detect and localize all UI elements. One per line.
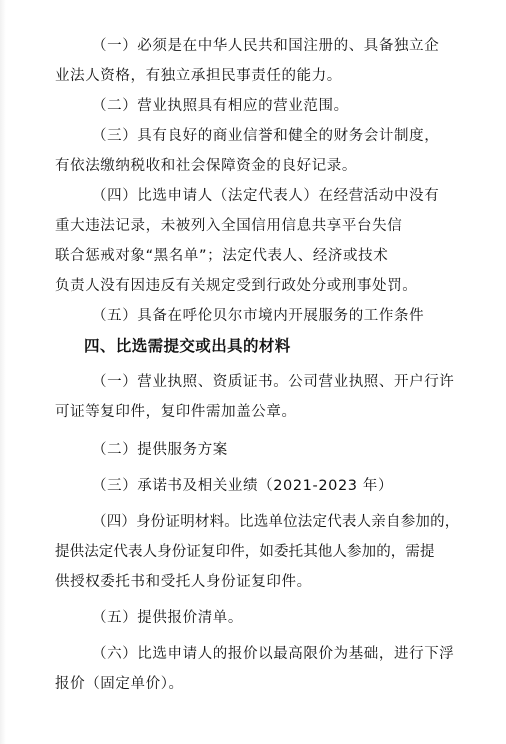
condition-3-line-2: 有依法缴纳税收和社会保障资金的良好记录。 [55, 158, 357, 174]
material-2-line-1: （二）提供服务方案 [92, 442, 228, 458]
condition-4-line-4: 负责人没有因违反有关规定受到行政处分或刑事处罚。 [55, 278, 418, 294]
section-heading: 四、比选需提交或出具的材料 [84, 337, 291, 355]
material-5-line-1: （五）提供报价清单。 [92, 610, 243, 626]
condition-4-line-2: 重大违法记录，未被列入全国信用信息共享平台失信 [55, 218, 403, 234]
material-1-line-1: （一）营业执照、资质证书。公司营业执照、开户行许 [92, 374, 455, 390]
condition-1-line-1: （一）必须是在中华人民共和国注册的、具备独立企 [92, 38, 440, 54]
condition-4-line-3: 联合惩戒对象“黑名单”；法定代表人、经济或技术 [55, 248, 389, 264]
material-6-line-1: （六）比选申请人的报价以最高限价为基础，进行下浮 [92, 646, 455, 662]
material-6-line-2: 报价（固定单价）。 [55, 676, 184, 692]
condition-4-line-1: （四）比选申请人（法定代表人）在经营活动中没有 [92, 188, 440, 204]
page-edge-shadow [0, 0, 6, 744]
material-4-line-1: （四）身份证明材料。比选单位法定代表人亲自参加的， [92, 514, 460, 530]
material-4-line-2: 提供法定代表人身份证复印件，如委托其他人参加的，需提 [55, 544, 435, 560]
condition-5-line-1: （五）具备在呼伦贝尔市境内开展服务的工作条件 [92, 308, 425, 324]
material-1-line-2: 可证等复印件，复印件需加盖公章。 [55, 404, 297, 420]
condition-1-line-2: 业法人资格，有独立承担民事责任的能力。 [55, 68, 342, 84]
material-3-line-1: （三）承诺书及相关业绩（2021-2023 年） [92, 478, 394, 494]
condition-3-line-1: （三）具有良好的商业信誉和健全的财务会计制度， [92, 128, 440, 144]
material-4-line-3: 供授权委托书和受托人身份证复印件。 [55, 574, 312, 590]
condition-2-line-1: （二）营业执照具有相应的营业范围。 [92, 98, 349, 114]
